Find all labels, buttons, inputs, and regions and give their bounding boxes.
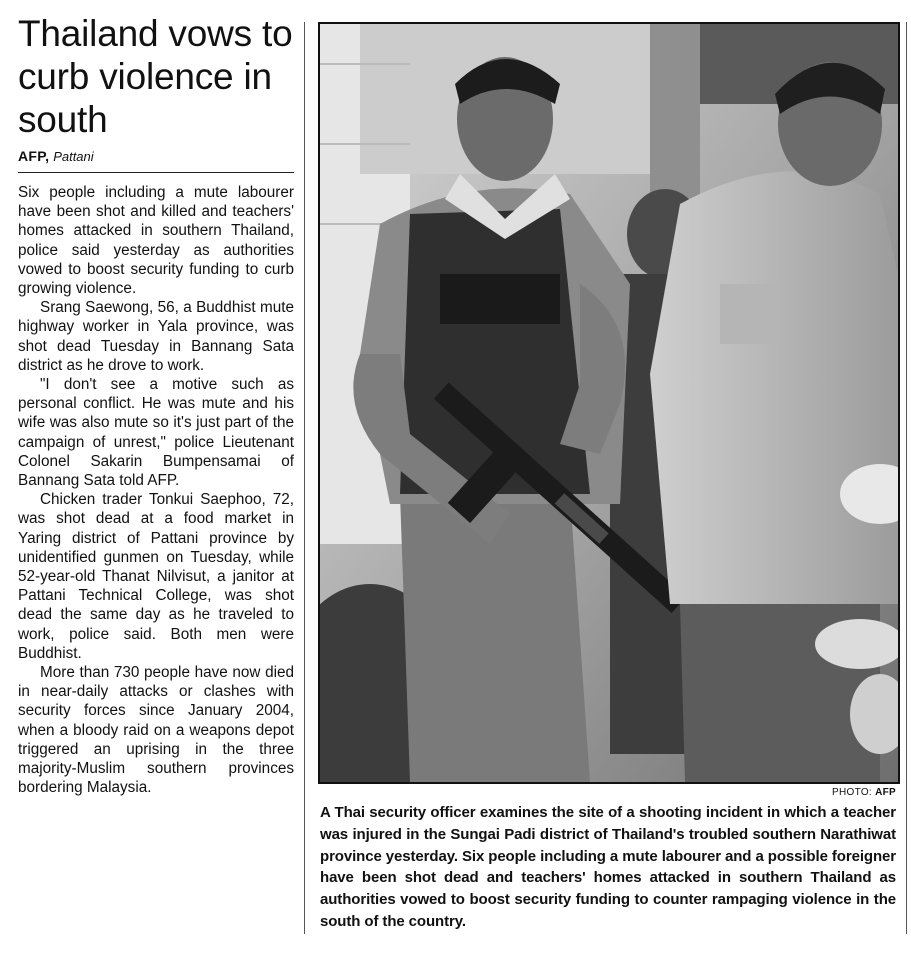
article-paragraph: More than 730 people have now died in near-daily attacks or clashes with security forces since January 2004, when a bloody raid on a weapons depot triggered an uprising in the three majority-Muslim southern provinces bordering Malaysia. xyxy=(18,664,294,797)
photo-credit xyxy=(832,787,896,798)
right-edge-divider xyxy=(906,22,907,934)
photo-credit-agency: AFP xyxy=(875,787,896,798)
article-body xyxy=(18,183,294,798)
article-paragraph: "I don't see a motive such as personal conflict. He was mute and his wife was also mute so it's just part of the campaign of unrest," police Lieutenant Colonel Sakarin Bumpensamai of Bannang Sata told AFP. xyxy=(18,376,294,490)
article-column xyxy=(18,12,294,798)
byline-agency: AFP, xyxy=(18,148,50,164)
headline: Thailand vows to curb violence in south xyxy=(18,13,293,140)
photo-caption: A Thai security officer examines the site of a shooting incident in which a teacher was injured in the Sungai Padi district of Thailand's troubled southern Narathiwat province yesterday. Six people including a mute labourer and a possible foreigner have been shot dead and teachers' homes attacked in southern Thailand as authorities vowed to boost security funding to counter rampaging violence in the south of the country. xyxy=(320,804,896,930)
byline-place: Pattani xyxy=(53,149,94,164)
column-divider xyxy=(304,22,305,934)
byline xyxy=(18,147,294,173)
article-paragraph: Six people including a mute labourer have been shot and killed and teachers' homes attacked in southern Thailand, police said yesterday as authorities vowed to boost security funding to curb growing violence. xyxy=(18,184,294,298)
photo-credit-label: PHOTO: xyxy=(832,787,872,798)
photo-illustration xyxy=(320,24,898,782)
news-photo xyxy=(318,22,900,784)
article-paragraph: Srang Saewong, 56, a Buddhist mute highway worker in Yala province, was shot dead Tuesday in Bannang Sata district as he drove to work. xyxy=(18,299,294,374)
article-paragraph: Chicken trader Tonkui Saephoo, 72, was shot dead at a food market in Yaring district of Pattani province by unidentified gunmen on Tuesday, while 52-year-old Thanat Nilvisut, a janitor at Pattani Technical College, was shot dead the same day as he traveled to work, police said. Both men were Buddhist. xyxy=(18,491,294,662)
